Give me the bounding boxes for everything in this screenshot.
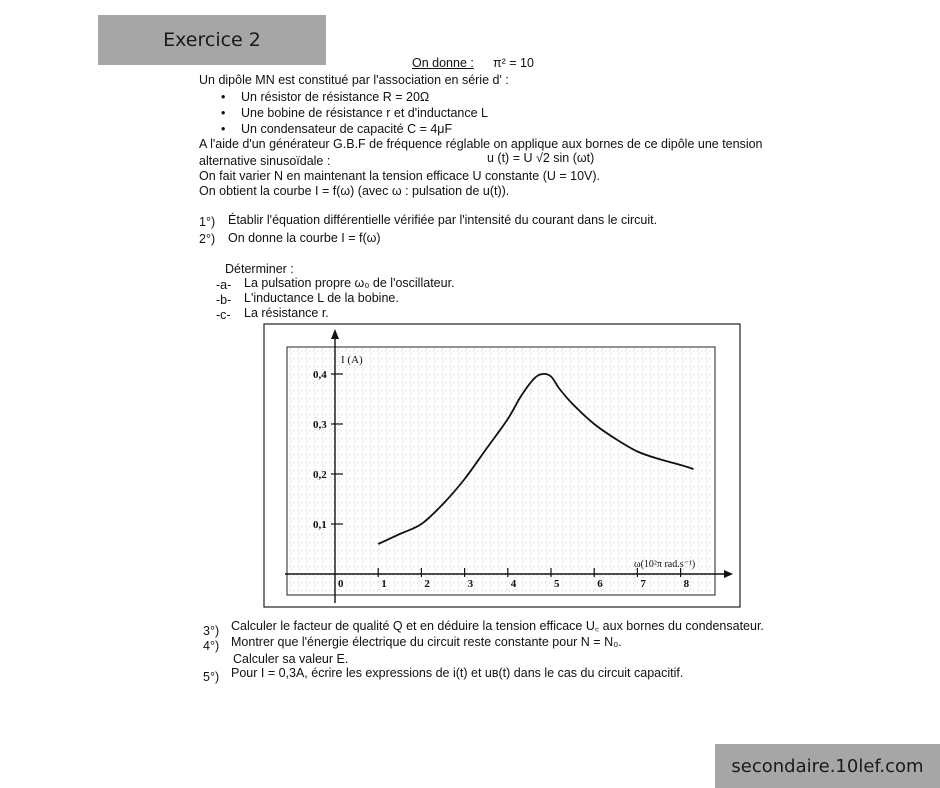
vary-line: On fait varier N en maintenant la tension efficace U constante (U = 10V). (199, 169, 601, 183)
x-tick-label: 6 (597, 578, 603, 590)
given-label: On donne : (412, 56, 474, 70)
q5-number: 5°) (203, 670, 220, 684)
q1-number: 1°) (199, 215, 216, 229)
x-axis-label: ω(10²π rad.s⁻¹) (634, 559, 696, 570)
y-tick-label: 0,2 (313, 469, 327, 481)
q4b-text: Calculer sa valeur E. (233, 652, 349, 666)
alternative-line: alternative sinusoïdale : (199, 154, 331, 168)
q5-text: Pour I = 0,3A, écrire les expressions de i(t) et uв(t) dans le cas du circuit capacitif. (231, 666, 684, 680)
sub-c-text: La résistance r. (244, 306, 329, 320)
x-tick-label: 7 (640, 578, 646, 590)
given-value: π² = 10 (493, 56, 534, 70)
site-watermark: secondaire.10lef.com (715, 744, 940, 788)
y-tick-label: 0,4 (313, 369, 327, 381)
bullet-coil: • Une bobine de résistance r et d'inductance L (241, 106, 488, 121)
x-tick-label: 4 (510, 578, 517, 590)
q4-text: Montrer que l'énergie électrique du circuit reste constante pour N = N₀. (231, 635, 622, 649)
intro-line: Un dipôle MN est constitué par l'association en série d' : (199, 73, 509, 87)
sub-b-text: L'inductance L de la bobine. (244, 291, 399, 305)
q4-number: 4°) (203, 639, 220, 653)
chart-svg (263, 323, 741, 608)
current-resonance-chart (263, 323, 741, 608)
voltage-equation: u (t) = U √2 sin (ωt) (487, 151, 595, 165)
q2-text: On donne la courbe I = f(ω) (228, 231, 381, 245)
x-tick-label: 0 (338, 578, 344, 590)
bullet-capacitor: • Un condensateur de capacité C = 4μF (241, 122, 452, 137)
y-tick-label: 0,1 (313, 519, 327, 531)
q1-text: Établir l'équation différentielle vérifiée par l'intensité du courant dans le circuit. (228, 213, 658, 227)
q2-number: 2°) (199, 232, 216, 246)
bullet-resistor: • Un résistor de résistance R = 20Ω (241, 90, 429, 105)
q3-text: Calculer le facteur de qualité Q et en déduire la tension efficace U꜀ aux bornes du condensateur. (231, 619, 764, 633)
sub-b-tag: -b- (216, 293, 232, 307)
x-tick-label: 8 (683, 578, 690, 590)
determine-label: Déterminer : (225, 262, 294, 276)
x-tick-label: 5 (554, 578, 560, 590)
y-tick-label: 0,3 (313, 419, 327, 431)
x-tick-label: 2 (424, 578, 430, 590)
sub-c-tag: -c- (216, 308, 231, 322)
curve-line: On obtient la courbe I = f(ω) (avec ω : pulsation de u(t)). (199, 184, 510, 198)
generator-line: A l'aide d'un générateur G.B.F de fréquence réglable on applique aux bornes de ce dipôle une tension (199, 137, 763, 151)
x-tick-label: 1 (381, 578, 387, 590)
sub-a-text: La pulsation propre ω₀ de l'oscillateur. (244, 276, 455, 290)
exercise-title: Exercice 2 (98, 15, 326, 65)
x-tick-label: 3 (467, 578, 474, 590)
y-axis-label: I (A) (341, 354, 363, 366)
sub-a-tag: -a- (216, 278, 232, 292)
q3-number: 3°) (203, 624, 220, 638)
